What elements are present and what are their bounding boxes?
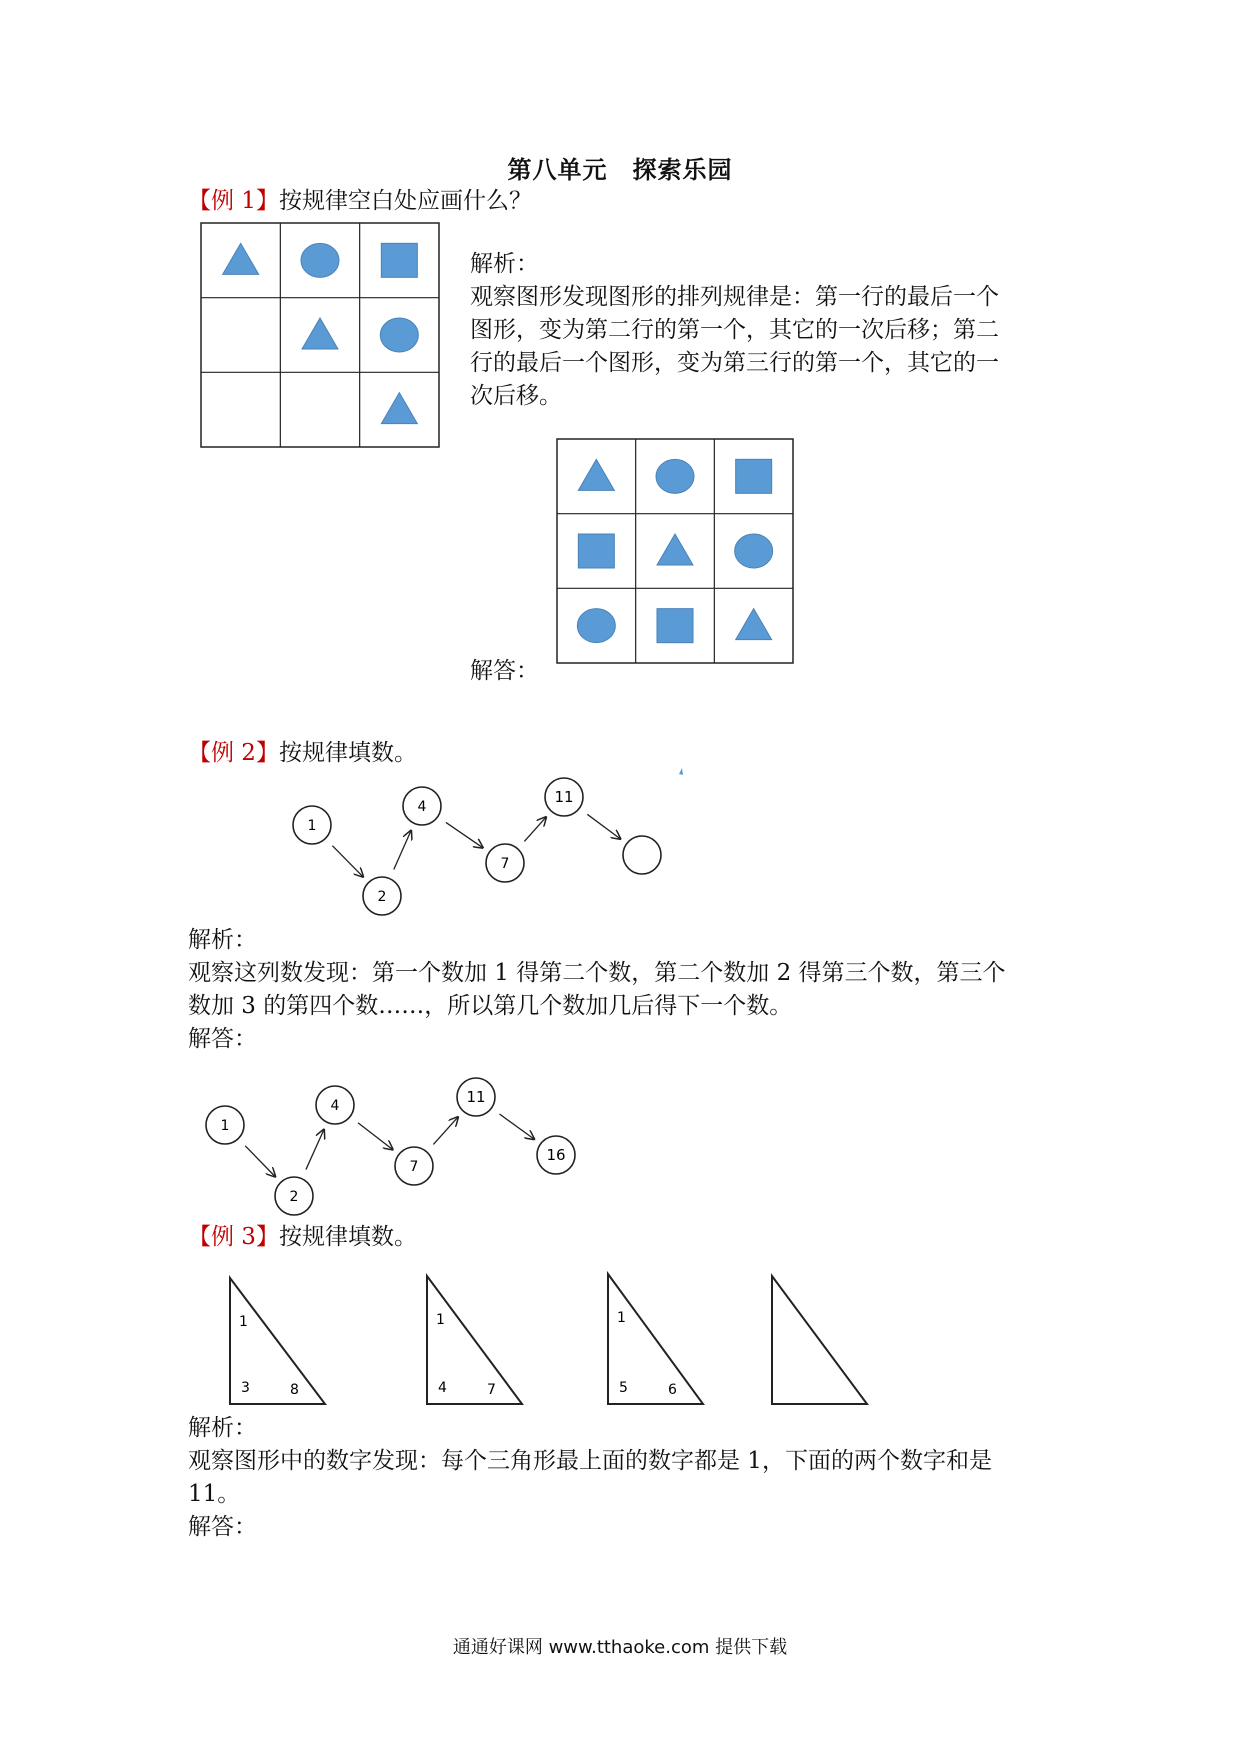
circle-shape bbox=[577, 609, 615, 643]
example-1-analysis-line: 行的最后一个图形，变为第三行的第一个，其它的一 bbox=[470, 350, 999, 376]
square-shape bbox=[657, 609, 693, 643]
square-shape bbox=[381, 243, 417, 277]
sequence-number: 16 bbox=[546, 1146, 566, 1164]
sequence-number: 4 bbox=[417, 799, 427, 815]
example-2-analysis-line: 观察这列数发现：第一个数加 1 得第二个数，第二个数加 2 得第三个数，第三个 bbox=[188, 960, 1006, 986]
example-1-tag: 【例 1】 bbox=[188, 188, 279, 214]
example-2-answer-diagram bbox=[195, 1065, 595, 1225]
example-2-answer-label: 解答： bbox=[188, 1026, 257, 1052]
example-2-sequence-diagram bbox=[270, 760, 690, 920]
sequence-number: 4 bbox=[330, 1098, 340, 1114]
example-1-analysis-label: 解析： bbox=[470, 251, 539, 277]
sequence-arrow bbox=[358, 1123, 393, 1150]
triangle-shape bbox=[381, 393, 417, 424]
triangle-shape bbox=[657, 534, 693, 565]
sequence-circle bbox=[623, 836, 661, 874]
sequence-arrow bbox=[499, 1114, 534, 1139]
sequence-arrow bbox=[332, 846, 363, 877]
triangle-right-number: 6 bbox=[668, 1382, 677, 1398]
example-3-analysis-label: 解析： bbox=[188, 1415, 257, 1441]
triangle-left-number: 3 bbox=[241, 1380, 250, 1396]
example-1-answer-label: 解答： bbox=[470, 658, 539, 684]
example-1-heading bbox=[188, 182, 532, 215]
sequence-number: 1 bbox=[307, 818, 317, 834]
example-3-question: 按规律填数。 bbox=[278, 1224, 417, 1250]
sequence-arrow bbox=[446, 822, 483, 847]
sequence-number: 2 bbox=[289, 1189, 299, 1205]
circle-shape bbox=[735, 534, 773, 568]
example-3-heading bbox=[188, 1218, 417, 1251]
sequence-arrow bbox=[245, 1146, 275, 1177]
example-2-tag: 【例 2】 bbox=[188, 740, 279, 766]
square-shape bbox=[736, 459, 772, 493]
sequence-number: 1 bbox=[220, 1118, 230, 1134]
triangle-right-number: 7 bbox=[487, 1382, 496, 1398]
sequence-number: 11 bbox=[554, 788, 574, 806]
triangle-left-number: 5 bbox=[619, 1380, 628, 1396]
example-3-tag: 【例 3】 bbox=[188, 1224, 279, 1250]
example-2-analysis-label: 解析： bbox=[188, 927, 257, 953]
sequence-number: 11 bbox=[466, 1088, 486, 1106]
example-1-analysis-line: 次后移。 bbox=[470, 383, 562, 409]
example-3-answer-label: 解答： bbox=[188, 1514, 257, 1540]
sequence-arrow bbox=[433, 1117, 458, 1144]
sequence-number: 7 bbox=[500, 856, 510, 872]
circle-shape bbox=[380, 318, 418, 352]
stray-mark bbox=[679, 768, 683, 775]
sequence-arrow bbox=[587, 814, 620, 839]
triangle-right-number: 8 bbox=[290, 1382, 299, 1398]
triangle-top-number: 1 bbox=[617, 1310, 626, 1326]
circle-shape bbox=[656, 459, 694, 493]
triangle-outline bbox=[772, 1276, 867, 1404]
footer-credit: 通通好课网 www.tthaoke.com 提供下载 bbox=[452, 1637, 788, 1658]
example-1-answer-grid bbox=[556, 438, 798, 668]
sequence-arrow bbox=[394, 831, 411, 870]
circle-shape bbox=[301, 243, 339, 277]
example-2-analysis-line: 数加 3 的第四个数……，所以第几个数加几后得下一个数。 bbox=[188, 993, 793, 1019]
triangle-left-number: 4 bbox=[438, 1380, 447, 1396]
example-1-analysis-line: 观察图形发现图形的排列规律是：第一行的最后一个 bbox=[470, 284, 999, 310]
sequence-number: 7 bbox=[409, 1159, 419, 1175]
example-3-analysis-line: 11。 bbox=[188, 1481, 241, 1507]
example-1-question: 按规律空白处应画什么？ bbox=[278, 188, 532, 214]
triangle-shape bbox=[736, 609, 772, 640]
example-1-question-grid bbox=[200, 222, 450, 458]
example-2-question: 按规律填数。 bbox=[278, 740, 417, 766]
triangle-shape bbox=[302, 318, 338, 349]
square-shape bbox=[578, 534, 614, 568]
example-1-analysis-line: 图形，变为第二行的第一个，其它的一次后移；第二 bbox=[470, 317, 999, 343]
triangle-top-number: 1 bbox=[239, 1314, 248, 1330]
triangle-shape bbox=[223, 243, 259, 274]
triangle-shape bbox=[578, 459, 614, 490]
sequence-arrow bbox=[306, 1130, 324, 1170]
example-3-analysis-line: 观察图形中的数字发现：每个三角形最上面的数字都是 1，下面的两个数字和是 bbox=[188, 1448, 992, 1474]
sequence-arrow bbox=[524, 817, 546, 841]
page-title: 第八单元 探索乐园 bbox=[507, 155, 733, 184]
example-3-triangles bbox=[200, 1260, 900, 1410]
sequence-number: 2 bbox=[377, 889, 387, 905]
triangle-top-number: 1 bbox=[436, 1312, 445, 1328]
